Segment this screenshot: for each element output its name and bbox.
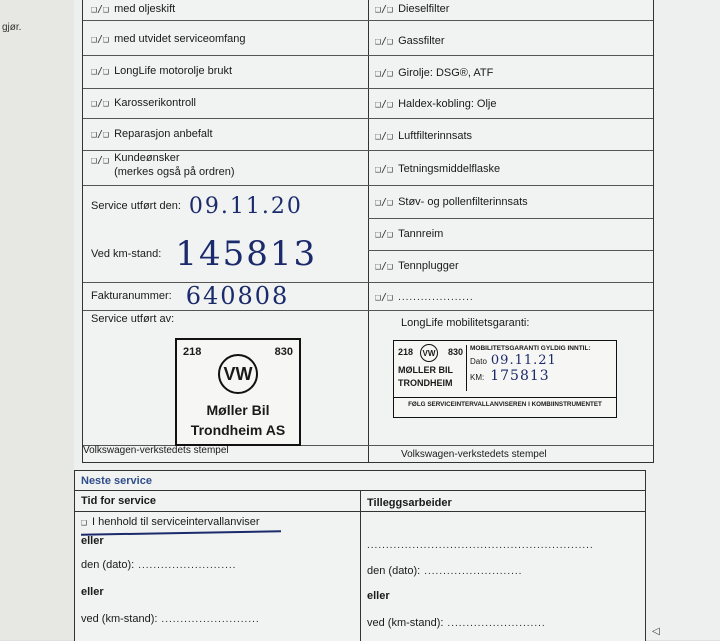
left-item-label: Reparasjon anbefalt	[114, 128, 213, 140]
extra-work-header: Tilleggsarbeider	[367, 497, 452, 509]
checkbox-icon[interactable]: ❑/❑	[375, 67, 394, 79]
right-item-spark-plugs[interactable]	[375, 255, 459, 277]
invoice-field[interactable]	[91, 283, 289, 309]
checkbox-icon[interactable]: ❑/❑	[91, 65, 110, 77]
right-item-label: Støv- og pollenfilterinnsats	[398, 196, 528, 208]
right-item-pollen-filter[interactable]	[375, 190, 528, 214]
next-km-label: ved (km-stand):	[367, 617, 444, 629]
stamp-footer: FØLG SERVICEINTERVALLANVISEREN I KOMBIINSTRUMENTET	[408, 401, 602, 408]
checkbox-icon[interactable]: ❑/❑	[375, 228, 394, 240]
checkbox-icon[interactable]: ❑/❑	[91, 3, 110, 15]
row-line	[83, 185, 653, 186]
left-item-sublabel: (merkes også på ordren)	[114, 166, 235, 178]
guarantee-date-row	[467, 353, 613, 368]
next-date-field-left[interactable]	[81, 557, 236, 573]
next-km-label: ved (km-stand):	[81, 613, 158, 625]
right-item-timing-belt[interactable]	[375, 223, 443, 245]
stamp-dealer-name: MØLLER BIL	[398, 365, 453, 375]
service-date-field[interactable]	[91, 190, 303, 222]
right-item-sealant-bottle[interactable]	[375, 158, 500, 180]
eller-label-2: eller	[81, 586, 104, 598]
left-item-label: Kundeønsker	[114, 152, 180, 164]
stamp-number-left: 218	[183, 346, 202, 358]
eller-label-1: eller	[81, 535, 104, 547]
guarantee-date-label: Dato	[470, 357, 487, 366]
stamp-number-right: 830	[274, 346, 293, 358]
guarantee-km-value: 175813	[490, 368, 550, 384]
left-item-repair-recommended[interactable]	[91, 123, 213, 145]
invoice-value: 640808	[185, 282, 290, 310]
checkbox-icon[interactable]: ❑/❑	[375, 291, 394, 303]
next-date-dots: ..........................	[424, 565, 523, 577]
stamp-caption-left: Volkswagen-verkstedets stempel	[83, 444, 229, 456]
left-item-label: LongLife motorolje brukt	[114, 65, 233, 77]
service-form	[82, 0, 654, 463]
margin-text: gjør.	[2, 22, 22, 33]
row-line	[83, 55, 653, 56]
vw-logo-icon: VW	[420, 344, 438, 362]
right-item-label: Tetningsmiddelflaske	[398, 163, 501, 175]
next-date-label: den (dato):	[367, 565, 421, 577]
performed-by-label: Service utført av:	[91, 313, 175, 325]
row-line	[83, 88, 653, 89]
service-date-label: Service utført den:	[91, 200, 181, 212]
right-item-label: Luftfilterinnsats	[398, 130, 473, 142]
guarantee-date-value: 09.11.21	[490, 353, 557, 368]
checkbox-icon[interactable]: ❑/❑	[375, 3, 394, 15]
row-line	[83, 118, 653, 119]
right-item-label: Girolje: DSG®, ATF	[398, 67, 494, 79]
interval-option[interactable]	[81, 514, 260, 530]
next-service-divider	[360, 491, 361, 641]
left-item-label: Karosserikontroll	[114, 97, 196, 109]
next-date-field-right[interactable]	[367, 563, 522, 579]
right-item-diesel-filter[interactable]	[375, 0, 449, 18]
invoice-label: Fakturanummer:	[91, 290, 172, 302]
stamp-number-left: 218	[398, 347, 414, 357]
next-km-field-left[interactable]	[81, 611, 260, 627]
service-time-header: Tid for service	[81, 495, 156, 507]
km-field[interactable]	[91, 232, 317, 276]
eller-label-3: eller	[367, 590, 390, 602]
next-km-field-right[interactable]	[367, 615, 546, 631]
checkbox-icon[interactable]: ❑/❑	[375, 35, 394, 47]
adjacent-page	[0, 0, 74, 640]
guarantee-km-row	[467, 368, 613, 384]
customer-wishes-text	[114, 151, 234, 179]
row-line	[75, 511, 645, 512]
right-item-haldex[interactable]	[375, 93, 497, 115]
next-km-dots: ..........................	[161, 613, 260, 625]
stamp-dealer-city: Trondheim AS	[190, 422, 286, 438]
mobility-stamp	[393, 340, 617, 418]
left-item-label: med utvidet serviceomfang	[114, 33, 246, 45]
stamp-dealer-city: TRONDHEIM	[398, 378, 453, 388]
checkbox-icon[interactable]: ❑	[81, 516, 88, 528]
next-service-section	[74, 470, 646, 641]
row-line	[368, 250, 653, 251]
interval-option-label: I henhold til serviceintervallanviser	[92, 516, 260, 528]
checkbox-icon[interactable]: ❑/❑	[91, 128, 110, 140]
right-item-label: Tannreim	[398, 228, 444, 240]
stamp-divider	[394, 397, 616, 398]
km-value: 145813	[175, 234, 318, 274]
stamp-number-right: 830	[448, 347, 464, 357]
right-item-label: Tennplugger	[398, 260, 459, 272]
right-item-air-filter[interactable]	[375, 125, 472, 147]
next-km-dots: ..........................	[447, 617, 546, 629]
dealer-stamp-left	[175, 338, 301, 446]
mobility-guarantee-title: LongLife mobilitetsgaranti:	[401, 317, 530, 329]
checkbox-icon[interactable]: ❑/❑	[91, 155, 110, 166]
stamp-dealer-name: Møller Bil	[206, 402, 270, 418]
checkbox-icon[interactable]: ❑/❑	[375, 98, 394, 110]
next-service-header	[75, 471, 645, 491]
service-sheet	[74, 0, 720, 640]
checkbox-icon[interactable]: ❑/❑	[375, 130, 394, 142]
right-item-label: ....................	[398, 291, 474, 303]
left-item-body-check[interactable]	[91, 92, 196, 114]
stamp-caption-right: Volkswagen-verkstedets stempel	[401, 448, 547, 460]
column-divider	[368, 0, 369, 462]
right-item-label: Haldex-kobling: Olje	[398, 98, 497, 110]
page-corner-arrow-icon: ◁	[652, 626, 660, 637]
left-item-customer-wishes[interactable]	[91, 151, 235, 183]
left-item-extended-service[interactable]	[91, 28, 246, 50]
checkbox-icon[interactable]: ❑/❑	[91, 33, 110, 45]
extra-work-line-1[interactable]: ............................................................	[367, 539, 594, 551]
row-line	[368, 218, 653, 219]
right-item-label: Gassfilter	[398, 35, 445, 47]
right-item-label: Dieselfilter	[398, 3, 450, 15]
service-date-value: 09.11.20	[188, 193, 303, 219]
left-item-longlife-oil[interactable]	[91, 60, 232, 82]
checkbox-icon[interactable]: ❑/❑	[375, 196, 394, 208]
guarantee-box	[466, 345, 613, 391]
next-date-label: den (dato):	[81, 559, 135, 571]
next-date-dots: ..........................	[138, 559, 237, 571]
row-line	[83, 20, 653, 21]
checkbox-icon[interactable]: ❑/❑	[91, 97, 110, 109]
guarantee-km-label: KM:	[470, 373, 485, 382]
km-label: Ved km-stand:	[91, 248, 162, 260]
checkbox-icon[interactable]: ❑/❑	[375, 260, 394, 272]
vw-logo-icon: VW	[218, 354, 258, 394]
next-service-title: Neste service	[81, 474, 152, 487]
pen-underline	[81, 530, 281, 535]
right-item-blank[interactable]	[375, 286, 474, 308]
left-item-label: med oljeskift	[114, 3, 176, 15]
right-item-gear-oil[interactable]	[375, 62, 493, 84]
left-item-oil-change[interactable]	[91, 0, 175, 18]
guarantee-header: MOBILITETSGARANTI GYLDIG INNTIL:	[470, 345, 591, 352]
checkbox-icon[interactable]: ❑/❑	[375, 163, 394, 175]
right-item-gas-filter[interactable]	[375, 30, 445, 52]
